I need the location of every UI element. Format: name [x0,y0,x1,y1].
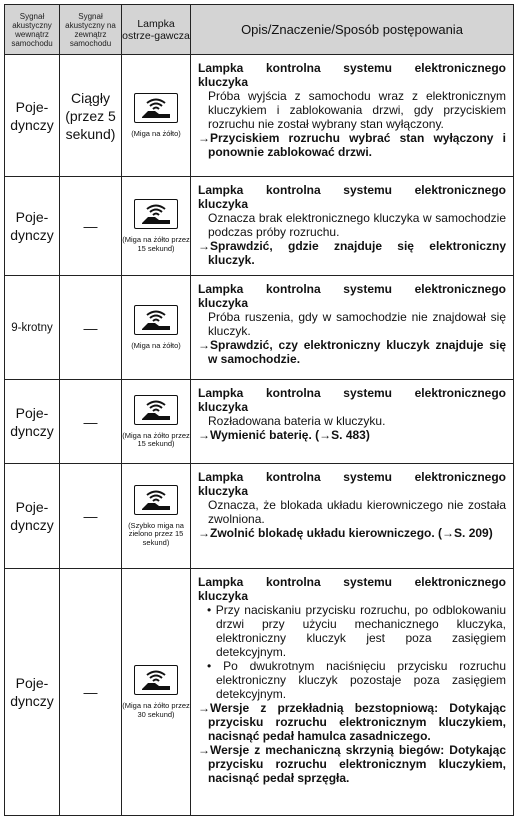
description-cell [191,464,514,569]
table-row [5,464,514,569]
description-title-cont: kluczyka [198,296,249,310]
description-cell [191,569,514,816]
description-action: →Sprawdzić, gdzie znajduje się elektroniczny kluczyk. [198,239,506,267]
table-header-row [5,5,514,55]
table-row [5,276,514,380]
inside-sound-cell: Poje-dynczy [5,464,60,569]
description-action: →Sprawdzić, czy elektroniczny kluczyk znajduje się w samochodzie. [198,338,506,366]
header-warning-lamp: Lampka ostrze-gawcza [122,5,191,55]
lamp-note: (Miga na żółto przez 30 sekund) [122,701,190,719]
description-title: Lampka kontrolna systemu elektronicznego [198,282,506,296]
lamp-note: (Miga na żółto) [131,128,181,138]
description-cell [191,177,514,276]
outside-sound-cell: — [60,569,122,816]
lamp-cell [122,276,191,380]
electronic-key-icon [134,199,178,229]
lamp-note: (Miga na żółto przez 15 sekund) [122,235,190,253]
electronic-key-icon [134,305,178,335]
electronic-key-icon [134,665,178,695]
description-title: Lampka kontrolna systemu elektronicznego [198,183,506,197]
warning-table [4,4,514,816]
lamp-note: (Miga na żółto przez 15 sekund) [122,430,190,448]
description-text: Oznacza, że blokada układu kierowniczego nie została zwolniona. [208,498,506,526]
table-row [5,569,514,816]
lamp-cell [122,177,191,276]
description-bullet: • Przy naciskaniu przycisku rozruchu, po odblokowaniu drzwi przy użyciu mechanicznego kluczyka, elektroniczny kluczyk jest poza zasięgiem detekcyjnym. [207,603,506,659]
description-cell [191,276,514,380]
description-title: Lampka kontrolna systemu elektronicznego [198,575,506,589]
outside-sound-cell: — [60,380,122,464]
outside-sound-cell: Ciągły (przez 5 sekund) [60,55,122,177]
description-text: Rozładowana bateria w kluczyku. [208,414,386,428]
outside-sound-cell: — [60,464,122,569]
lamp-note: (Miga na żółto) [131,340,181,350]
description-text: Próba wyjścia z samochodu wraz z elektronicznym kluczykiem i zablokowania drzwi, gdy przyciskiem rozruchu nie został wybrany stan wyłączony. [208,89,506,131]
description-action: →Wymienić baterię. (→S. 483) [198,428,370,442]
header-outside-sound: Sygnał akustyczny na zewnątrz samochodu [60,5,122,55]
description-title-cont: kluczyka [198,589,249,603]
table-row [5,380,514,464]
outside-sound-cell: — [60,276,122,380]
header-inside-sound: Sygnał akustyczny wewnątrz samochodu [5,5,60,55]
inside-sound-cell: Poje-dynczy [5,569,60,816]
description-text: Próba ruszenia, gdy w samochodzie nie znajdował się kluczyk. [208,310,506,338]
lamp-note: (Szybko miga na zielono przez 15 sekund) [128,520,184,547]
electronic-key-icon [134,93,178,123]
description-cell [191,55,514,177]
description-title: Lampka kontrolna systemu elektronicznego [198,61,506,75]
table-row [5,55,514,177]
description-action: →Przyciskiem rozruchu wybrać stan wyłączony i ponownie zablokować drzwi. [198,131,506,159]
header-description: Opis/Znaczenie/Sposób postępowania [191,5,514,55]
outside-sound-cell: — [60,177,122,276]
description-action: →Wersje z mechaniczną skrzynią biegów: Dotykając przycisku rozruchu elektronicznym kluczykiem, nacisnąć pedał sprzęgła. [198,743,506,785]
description-action: →Wersje z przekładnią bezstopniową: Dotykając przycisku rozruchu elektronicznym kluczykiem, nacisnąć pedał hamulca zasadniczego. [198,701,506,743]
description-action: →Zwolnić blokadę układu kierowniczego. (→S. 209) [198,526,493,540]
inside-sound-cell: Poje-dynczy [5,177,60,276]
description-title-cont: kluczyka [198,197,249,211]
description-cell [191,380,514,464]
description-title: Lampka kontrolna systemu elektronicznego [198,386,506,400]
electronic-key-icon [134,395,178,425]
lamp-cell [122,569,191,816]
electronic-key-icon [134,485,178,515]
inside-sound-cell: Poje-dynczy [5,55,60,177]
description-text: Oznacza brak elektronicznego kluczyka w samochodzie podczas próby rozruchu. [208,211,506,239]
table-row [5,177,514,276]
lamp-cell [122,464,191,569]
description-bullet: • Po dwukrotnym naciśnięciu przycisku rozruchu elektroniczny kluczyk pozostaje poza zasięgiem detekcyjnym. [207,659,506,701]
inside-sound-cell: Poje-dynczy [5,380,60,464]
lamp-cell [122,380,191,464]
description-title-cont: kluczyka [198,400,249,414]
description-title-cont: kluczyka [198,75,249,89]
description-title-cont: kluczyka [198,484,249,498]
inside-sound-cell: 9-krotny [5,276,60,380]
lamp-cell [122,55,191,177]
description-title: Lampka kontrolna systemu elektronicznego [198,470,506,484]
